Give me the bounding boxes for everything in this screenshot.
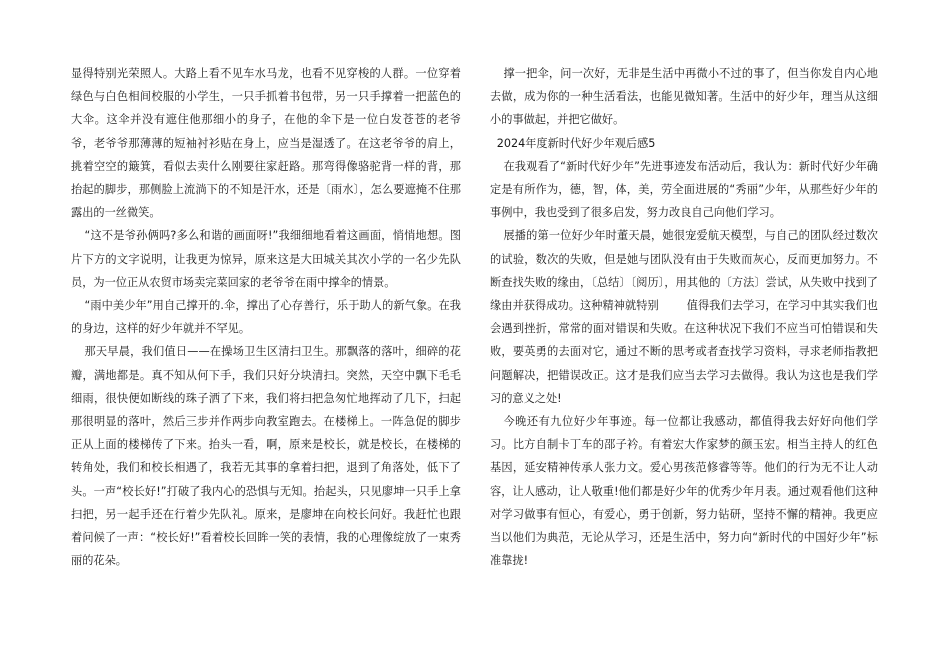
section-heading: 2024年度新时代好少年观后感5 (496, 136, 656, 150)
paragraph: 在我观看了“新时代好少年”先进事迹发布活动后，我认为：新时代好少年确定是有所作为，德，智，体，美，劳全面进展的“秀丽”少年，从那些好少年的事例中，我也受到了很多启发，努力改良自己向他们学习。 (490, 159, 878, 220)
paragraph (490, 224, 878, 410)
paragraph: 撑一把伞，问一次好，无非是生活中再微小不过的事了，但当你发自内心地去做，成为你的一种生活看法，也能见微知著。生活中的好少年，理当从这细小的事做起，并把它做好。 (490, 67, 878, 127)
paragraph: “这不是爷孙俩吗?多么和谐的画面呀!”我细细地看着这画面，悄悄地想。图片下方的文字说明，让我更为惊异，原来这是大田城关其次小学的一名少先队员，为一位正从农贸市场卖完菜回家的老爷爷在雨中撑伞的情景。 (71, 229, 461, 289)
paragraph: “雨中美少年”用自己撑开的.伞，撑出了心存善行，乐于助人的新气象。在我的身边，这样的好少年就并不罕见。 (71, 299, 461, 336)
paragraph: 今晚还有九位好少年事迹。每一位都让我感动，都值得我去好好向他们学习。比方自制卡丁车的邵子衿。有着宏大作家梦的颜玉宏。相当主持人的红色基因，延安精神传承人张力文。爱心男孩范修睿等等。他们的行为无不让人动容，让人感动，让人敬重!他们都是好少年的优秀少年月表。通过观看他们这种对学习做事有恒心，有爱心，勇于创新，努力钻研，坚持不懈的精神。我更应当以他们为典范，无论从学习，还是生活中，努力向“新时代的中国好少年”标准靠拢! (490, 415, 878, 568)
left-column (71, 62, 461, 572)
paragraph-part: 展播的第一位好少年时董天晨，她很宠爱航天模型，与自己的团队经过数次的试验，数次的失败，但是她与团队没有由于失败而灰心，反而更加努力。不断查找失败的缘由，〔总结〕〔阅历〕，用其他的〔方法〕尝试，从失败中找到了缘由并获得成功。这种精神就特别 (490, 229, 878, 313)
paragraph: 那天早晨，我们值日——在操场卫生区清扫卫生。那飘落的落叶，细碎的花瓣，满地都是。真不知从何下手，我们只好分块清扫。突然，天空中飘下毛毛细雨，很快便如断线的珠子洒了下来，我们将扫把急匆忙地挥动了几下，扫起那很明显的落叶，然后三步并作两步向教室跑去。在楼梯上。一阵急促的脚步正从上面的楼梯传了下来。抬头一看，啊，原来是校长，就是校长，在楼梯的转角处，我们和校长相遇了，我若无其事的拿着扫把，退到了角落处，低下了头。一声“校长好!”打破了我内心的恐惧与无知。抬起头，只见廖坤一只手上拿扫把，另一起手还在行着少先队礼。原来，是廖坤在向校长问好。我赶忙也跟着问候了一声：“校长好!”看着校长回眸一笑的表情，我的心理像绽放了一束秀丽的花朵。 (71, 345, 461, 568)
right-column (490, 62, 878, 572)
paragraph-part: 值得我们去学习，在学习中其实我们也会遇到挫折，常常的面对错误和失败。在这种状况下我们不应当可怕错误和失败，要英勇的去面对它，通过不断的思考或者查找学习资料，寻求老师指教把问题解决，把错误改正。这才是我们应当去学习去做得。我认为这也是我们学习的意义之处! (490, 299, 878, 405)
paragraph: 显得特别光荣照人。大路上看不见车水马龙，也看不见穿梭的人群。一位穿着绿色与白色相间校服的小学生，一只手抓着书包带，另一只手撑着一把蓝色的大伞。这伞并没有遮住他那细小的身子，在他的伞下是一位白发苍苍的老爷爷，老爷爷那薄薄的短袖衬衫贴在身上，应当是湿透了。在这老爷爷的肩上，挑着空空的簸箕，看似去卖什么刚要往家赶路。那弯得像骆驼背一样的背，那抬起的脚步，那侧脸上流淌下的不知是汗水，还是〔雨水〕，怎么要遮掩不住那露出的一丝微笑。 (71, 67, 461, 220)
